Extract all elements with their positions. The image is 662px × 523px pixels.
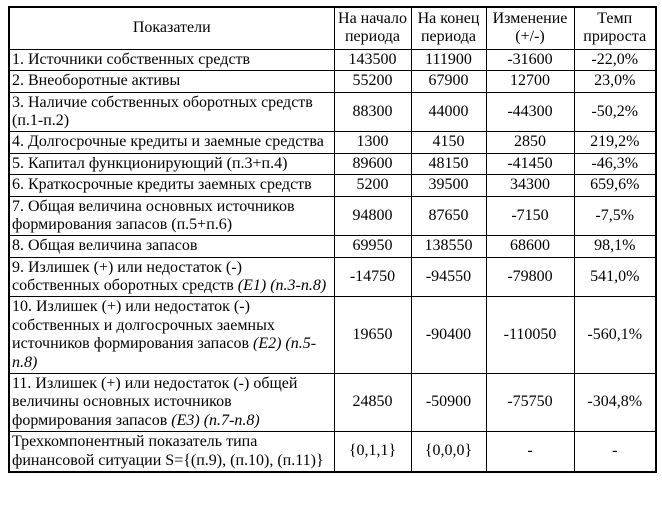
indicator-text: 7. Общая величина основных источников формирования запасов (п.5+п.6) xyxy=(12,197,295,233)
header-period-start: На начало периода xyxy=(334,7,411,49)
header-indicator: Показатели xyxy=(9,7,334,49)
value-start: 89600 xyxy=(334,153,411,174)
table-row xyxy=(9,196,656,236)
value-rate: -22,0% xyxy=(574,49,656,70)
value-rate: 219,2% xyxy=(574,132,656,153)
indicator-cell xyxy=(9,297,334,374)
table-row xyxy=(9,153,656,174)
indicator-formula: (Е2) (п.5-п.8) xyxy=(12,335,317,371)
value-end: -94550 xyxy=(411,257,486,297)
value-end: {0,0,0} xyxy=(411,432,486,472)
indicator-text: Трехкомпонентный показатель типа финансовой ситуации S={(п.9), (п.10), (п.11)} xyxy=(12,433,324,469)
value-rate: -304,8% xyxy=(574,374,656,432)
value-rate: - xyxy=(574,432,656,472)
value-change: -79800 xyxy=(486,257,574,297)
value-start: 1300 xyxy=(334,132,411,153)
indicator-cell xyxy=(9,92,334,132)
value-end: 87650 xyxy=(411,196,486,236)
financial-indicators-table xyxy=(8,6,657,473)
indicator-cell xyxy=(9,432,334,472)
value-end: 67900 xyxy=(411,71,486,92)
value-start: 19650 xyxy=(334,297,411,374)
header-change: Изменение (+/-) xyxy=(486,7,574,49)
table-row xyxy=(9,297,656,374)
indicator-cell xyxy=(9,175,334,196)
indicator-cell xyxy=(9,236,334,257)
value-change: -44300 xyxy=(486,92,574,132)
indicator-text: 3. Наличие собственных оборотных средств (п.1-п.2) xyxy=(12,93,313,129)
value-change: 68600 xyxy=(486,236,574,257)
indicator-formula: (Е3) (п.7-п.8) xyxy=(171,411,260,429)
indicator-text: 5. Капитал функционирующий (п.3+п.4) xyxy=(12,154,288,172)
table-row xyxy=(9,175,656,196)
indicator-cell xyxy=(9,132,334,153)
value-rate: -7,5% xyxy=(574,196,656,236)
indicator-text: 8. Общая величина запасов xyxy=(12,237,198,255)
value-rate: 23,0% xyxy=(574,71,656,92)
indicator-text: 6. Краткосрочные кредиты заемных средств xyxy=(12,176,312,194)
table-row xyxy=(9,132,656,153)
indicator-text: 2. Внеоборотные активы xyxy=(12,72,181,90)
indicator-cell xyxy=(9,49,334,70)
header-row xyxy=(9,7,656,49)
value-change: -75750 xyxy=(486,374,574,432)
indicator-cell xyxy=(9,196,334,236)
indicator-text: 1. Источники собственных средств xyxy=(12,50,251,68)
table-row xyxy=(9,71,656,92)
value-change: 2850 xyxy=(486,132,574,153)
value-start: 55200 xyxy=(334,71,411,92)
value-rate: -50,2% xyxy=(574,92,656,132)
value-rate: -560,1% xyxy=(574,297,656,374)
indicator-text: 10. Излишек (+) или недостаток (-) собственных и долгосрочных заемных источников формирования запасов xyxy=(12,298,275,353)
indicator-cell xyxy=(9,374,334,432)
value-change: -41450 xyxy=(486,153,574,174)
value-end: 111900 xyxy=(411,49,486,70)
indicator-cell xyxy=(9,71,334,92)
value-start: 88300 xyxy=(334,92,411,132)
table-row xyxy=(9,49,656,70)
value-start: -14750 xyxy=(334,257,411,297)
value-start: 5200 xyxy=(334,175,411,196)
value-change: 12700 xyxy=(486,71,574,92)
value-change: -7150 xyxy=(486,196,574,236)
value-rate: 541,0% xyxy=(574,257,656,297)
value-rate: -46,3% xyxy=(574,153,656,174)
value-end: 48150 xyxy=(411,153,486,174)
value-end: 4150 xyxy=(411,132,486,153)
value-change: -110050 xyxy=(486,297,574,374)
table-row xyxy=(9,374,656,432)
indicator-text: 4. Долгосрочные кредиты и заемные средства xyxy=(12,133,324,151)
value-change: - xyxy=(486,432,574,472)
table-row xyxy=(9,92,656,132)
indicator-cell xyxy=(9,257,334,297)
value-start: {0,1,1} xyxy=(334,432,411,472)
value-rate: 98,1% xyxy=(574,236,656,257)
table-row xyxy=(9,432,656,472)
indicator-formula: (Е1) (п.3-п.8) xyxy=(237,277,327,295)
indicator-text: 11. Излишек (+) или недостаток (-) общей величины основных источников формирования запасов xyxy=(12,375,298,429)
value-end: 39500 xyxy=(411,175,486,196)
table-row xyxy=(9,236,656,257)
value-change: 34300 xyxy=(486,175,574,196)
value-end: -50900 xyxy=(411,374,486,432)
indicator-cell xyxy=(9,153,334,174)
header-growth-rate: Темп прироста xyxy=(574,7,656,49)
value-start: 69950 xyxy=(334,236,411,257)
value-end: -90400 xyxy=(411,297,486,374)
value-end: 138550 xyxy=(411,236,486,257)
value-start: 143500 xyxy=(334,49,411,70)
value-rate: 659,6% xyxy=(574,175,656,196)
value-change: -31600 xyxy=(486,49,574,70)
value-end: 44000 xyxy=(411,92,486,132)
value-start: 24850 xyxy=(334,374,411,432)
indicator-text: 9. Излишек (+) или недостаток (-) собственных оборотных средств xyxy=(12,258,242,295)
value-start: 94800 xyxy=(334,196,411,236)
header-period-end: На конец периода xyxy=(411,7,486,49)
table-row xyxy=(9,257,656,297)
